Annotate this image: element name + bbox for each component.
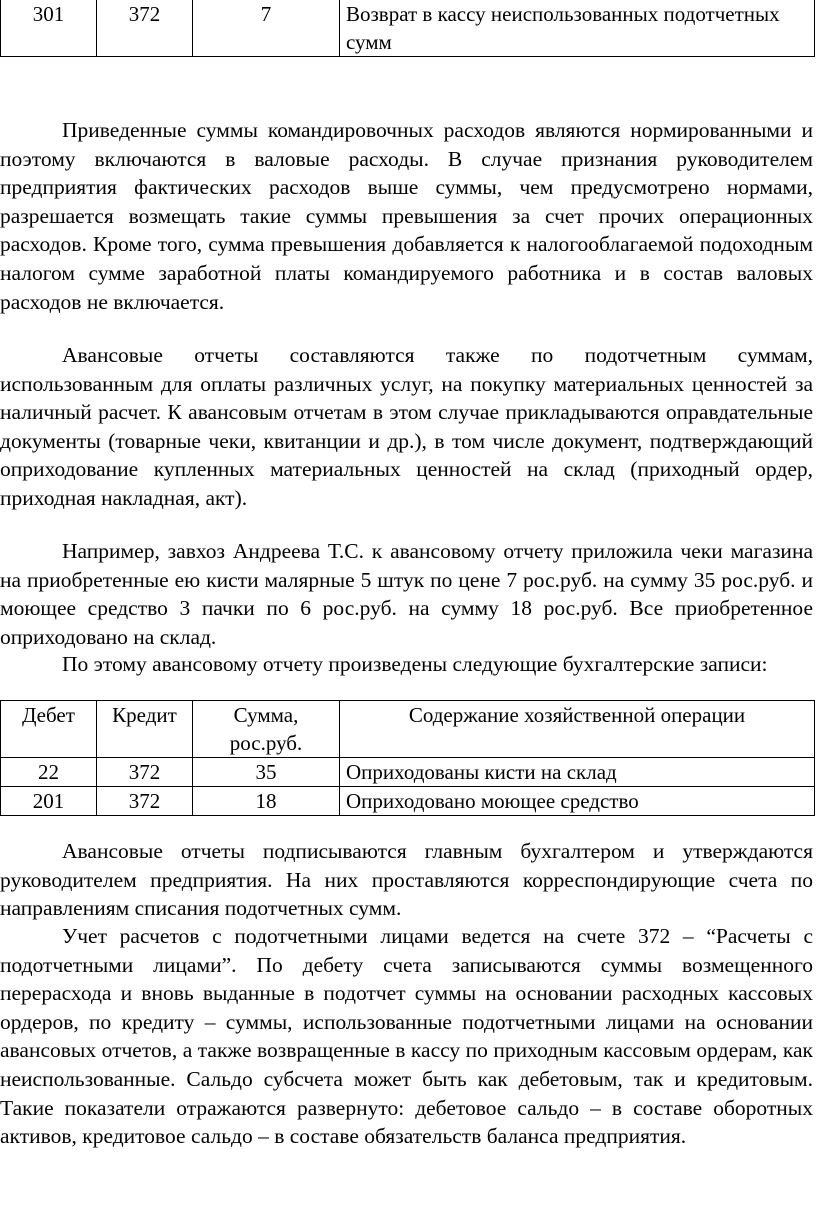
table-row: [1, 787, 815, 816]
amount-cell: 18: [193, 787, 340, 816]
table-header-row: [1, 701, 815, 758]
debit-cell: 201: [1, 787, 97, 816]
description-cell: Возврат в кассу неиспользованных подотчетных сумм: [340, 0, 815, 57]
entries-table: [0, 700, 815, 816]
amount-cell: 35: [193, 758, 340, 787]
credit-cell: 372: [97, 787, 193, 816]
header-amount: Сумма, рос.руб.: [193, 701, 340, 758]
credit-cell: 372: [97, 758, 193, 787]
description-cell: Оприходованы кисти на склад: [340, 758, 815, 787]
amount-cell: 7: [193, 0, 340, 57]
header-description: Содержание хозяйственной операции: [340, 701, 815, 758]
paragraph-4: По этому авансовому отчету произведены следующие бухгалтерские записи:: [62, 652, 768, 676]
paragraph-3: Например, завхоз Андреева Т.С. к авансовому отчету приложила чеки магазина на приобретенные ею кисти малярные 5 штук по цене 7 рос.руб. на сумму 35 рос.руб. и моющее средство 3 пачки по 6 рос.руб. на сумму 18 рос.руб. Все приобретенное оприходовано на склад.: [0, 539, 813, 649]
debit-cell: 301: [1, 0, 97, 57]
paragraph-6: Учет расчетов с подотчетными лицами ведется на счете 372 – “Расчеты с подотчетными лицами”. По дебету счета записываются суммы возмещенного перерасхода и вновь выданные в подотчет суммы на основании расходных кассовых ордеров, по кредиту – суммы, использованные подотчетными лицами на основании авансовых отчетов, а также возвращенные в кассу по приходным кассовым ордерам, как неиспользованные. Сальдо субсчета может быть как дебетовым, так и кредитовым. Такие показатели отражаются развернуто: дебетовое сальдо – в составе оборотных активов, кредитовое сальдо – в составе обязательств баланса предприятия.: [0, 924, 813, 1149]
debit-cell: 22: [1, 758, 97, 787]
top-table: [0, 0, 815, 57]
paragraph-2: Авансовые отчеты составляются также по подотчетным суммам, использованным для оплаты различных услуг, на покупку материальных ценностей за наличный расчет. К авансовым отчетам в этом случае прикладываются оправдательные документы (товарные чеки, квитанции и др.), в том числе документ, подтверждающий оприходование купленных материальных ценностей на склад (приходный ордер, приходная накладная, акт).: [0, 343, 813, 510]
description-cell: Оприходовано моющее средство: [340, 787, 815, 816]
header-debit: Дебет: [1, 701, 97, 758]
header-credit: Кредит: [97, 701, 193, 758]
paragraph-1: Приведенные суммы командировочных расходов являются нормированными и поэтому включаются в валовые расходы. В случае признания руководителем предприятия фактических расходов выше суммы, чем предусмотрено нормами, разрешается возмещать такие суммы превышения за счет прочих операционных расходов. Кроме того, сумма превышения добавляется к налогооблагаемой подоходным налогом сумме заработной платы командируемого работника и в состав валовых расходов не включается.: [0, 118, 813, 314]
table-row: [1, 758, 815, 787]
credit-cell: 372: [97, 0, 193, 57]
paragraph-5: Авансовые отчеты подписываются главным бухгалтером и утверждаются руководителем предприятия. На них проставляются корреспондирующие счета по направлениям списания подотчетных сумм.: [0, 839, 813, 921]
table-row: [1, 0, 815, 57]
